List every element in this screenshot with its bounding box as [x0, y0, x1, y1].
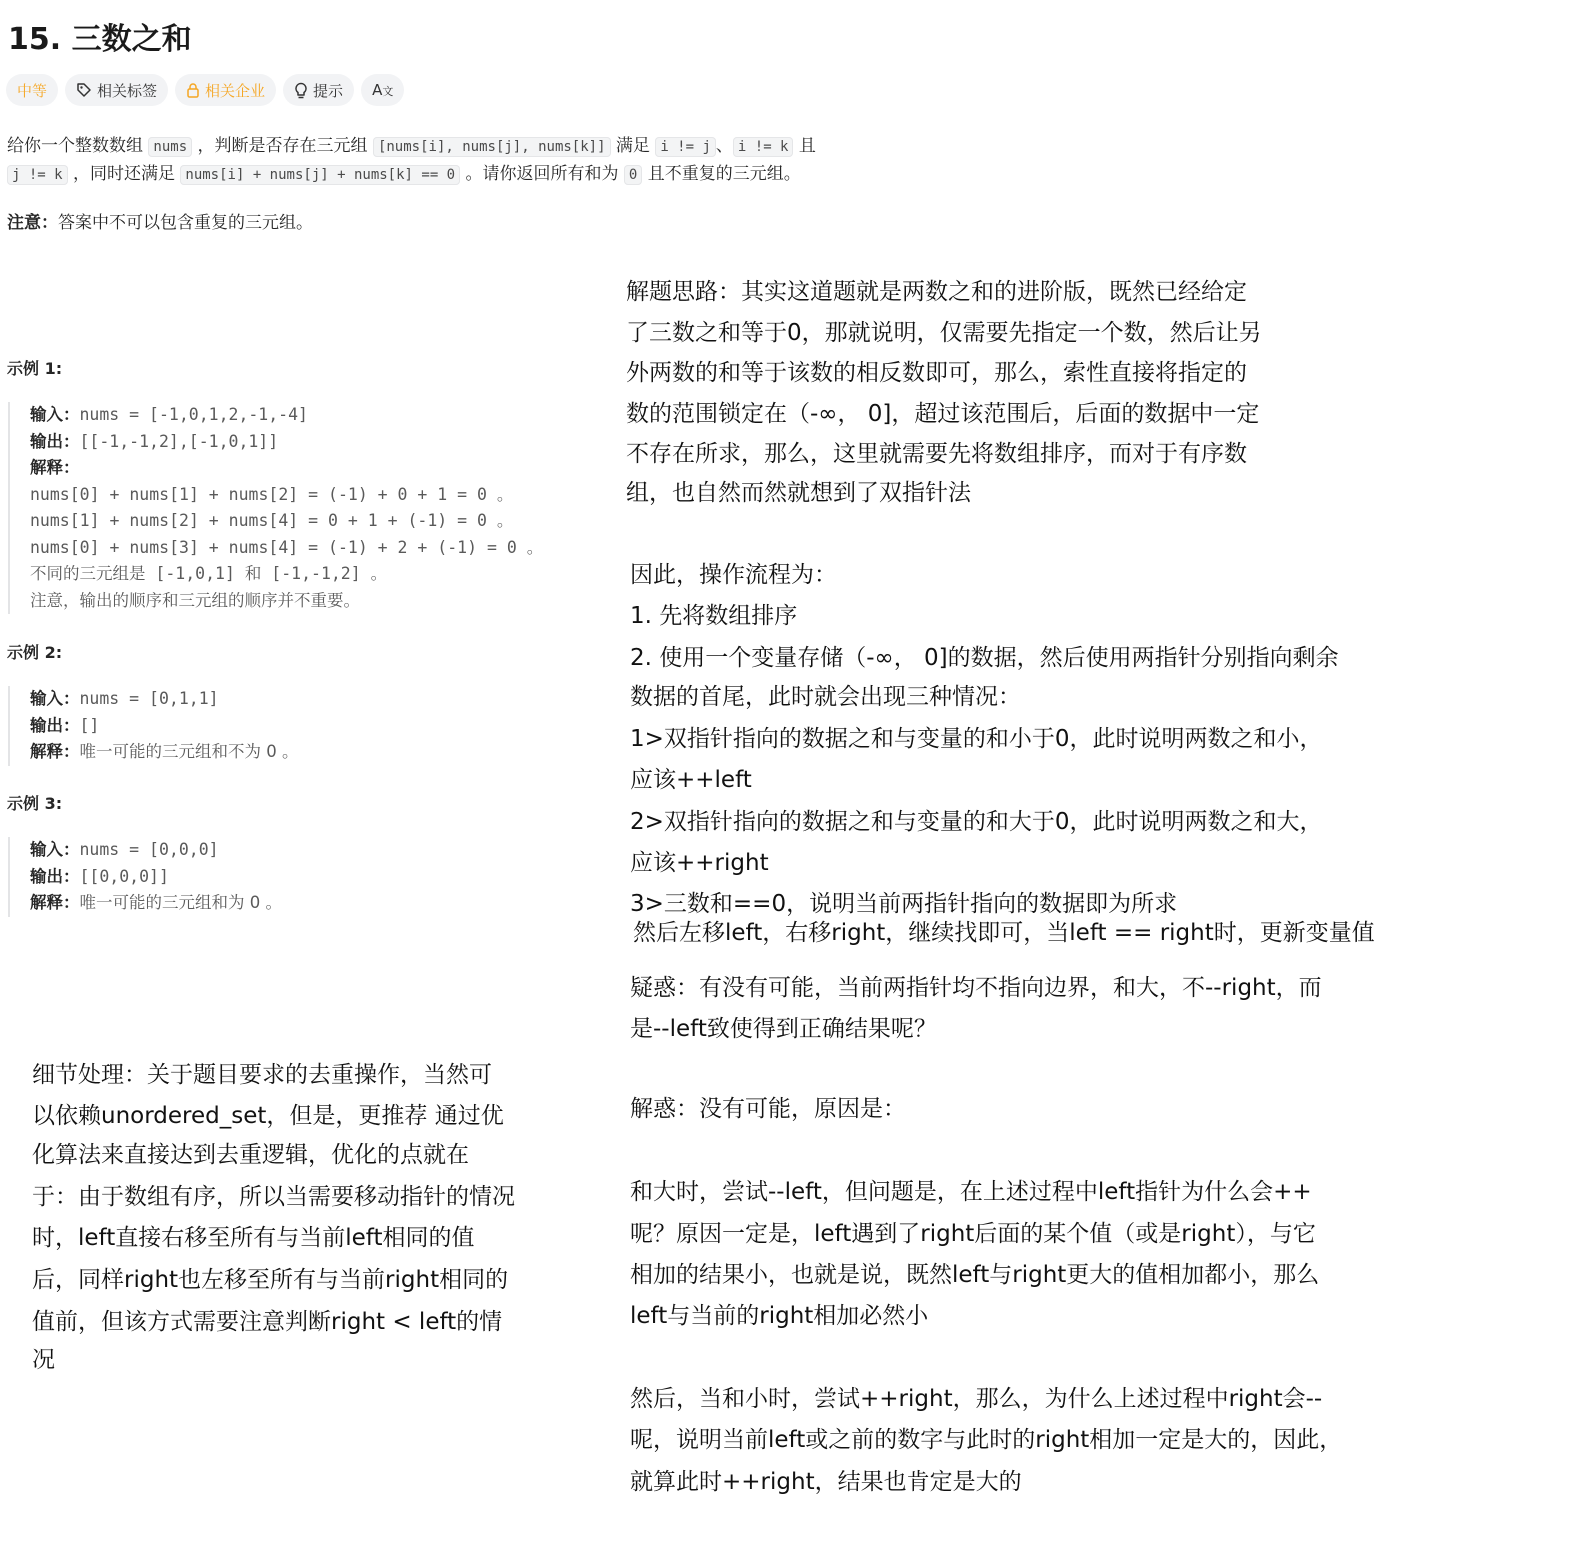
note-flow-line: 1>双指针指向的数据之和与变量的和小于0，此时说明两数之和小，: [630, 726, 1323, 752]
note-label: 注意：: [7, 213, 58, 233]
example-1-title: 示例 1:: [7, 359, 63, 378]
note-detail-line: 化算法来直接达到去重逻辑，优化的点就在: [32, 1142, 469, 1168]
note-big-line: 和大时，尝试--left，但问题是，在上述过程中left指针为什么会++: [630, 1179, 1312, 1205]
example-3-block: 输入：nums = [0,0,0] 输出：[[0,0,0]] 解释：唯一可能的三元组和为 0 。: [8, 837, 282, 917]
lightbulb-icon: [294, 82, 308, 99]
code-zero: 0: [624, 165, 642, 185]
note-text: 答案中不可以包含重复的三元组。: [58, 213, 313, 233]
note-big-line: 相加的结果小，也就是说，既然left与right更大的值相加都小，那么: [630, 1262, 1320, 1288]
note-flow-line: 数据的首尾，此时就会出现三种情况：: [630, 684, 1021, 710]
problem-description-line1: 给你一个整数数组 nums ，判断是否存在三元组 [nums[i], nums[j], nums[k]] 满足 i != j 、 i != k 且: [7, 136, 816, 156]
note-flow-line: 2>双指针指向的数据之和与变量的和大于0，此时说明两数之和大，: [630, 809, 1323, 835]
note-flow-line: 1. 先将数组排序: [630, 603, 798, 629]
code-j-ne-k: j != k: [7, 165, 68, 185]
note-flow-line: 因此，操作流程为：: [630, 562, 837, 588]
note-flow-line: 3>三数和==0，说明当前两指针指向的数据即为所求: [630, 891, 1178, 917]
note-small-line: 然后，当和小时，尝试++right，那么，为什么上述过程中right会--: [630, 1386, 1323, 1412]
problem-title: 15. 三数之和: [8, 22, 192, 57]
example-1-block: 输入：nums = [-1,0,1,2,-1,-4] 输出：[[-1,-1,2],[-1,0,1]] 解释： nums[0] + nums[1] + nums[2] = (-1) + 0 + 1 = 0 。 nums[1] + nums[2] + nums[4] = 0 + 1 + (-1) = 0 。 nums[0] + nums[3] + nums[4] = (-1) + 2 + (-1) = 0 。 不同的三元组是 [-1,0,1] 和 [-1,-1,2] 。 注意，输出的顺序和三元组的顺序并不重要。: [8, 402, 543, 614]
tag-icon: [76, 82, 92, 98]
code-i-ne-k: i != k: [733, 137, 794, 157]
code-nums: nums: [148, 137, 192, 157]
note-detail-line: 细节处理：关于题目要求的去重操作，当然可: [32, 1062, 492, 1088]
lock-icon: [186, 82, 200, 98]
note-detail-line: 值前，但该方式需要注意判断right < left的情: [32, 1309, 503, 1335]
hint-button[interactable]: [283, 74, 354, 106]
note-flow-line: 2. 使用一个变量存储（-∞， 0]的数据，然后使用两指针分别指向剩余: [630, 645, 1339, 671]
note-doubt-line: 疑惑：有没有可能，当前两指针均不指向边界，和大，不--right，而: [630, 975, 1322, 1001]
related-companies-label: 相关企业: [205, 81, 266, 100]
problem-description-line2: j != k ，同时还满足 nums[i] + nums[j] + nums[k] == 0 。请你返回所有和为 0 且不重复的三元组。: [7, 159, 801, 184]
tag-row: [6, 74, 404, 106]
note-big-line: left与当前的right相加必然小: [630, 1303, 929, 1329]
code-i-ne-j: i != j: [655, 137, 716, 157]
note-idea-line: 组，也自然而然就想到了双指针法: [626, 480, 971, 506]
note-detail-line: 后，同样right也左移至所有与当前right相同的: [32, 1267, 509, 1293]
translate-icon: A 文: [372, 81, 394, 99]
note-idea-line: 数的范围锁定在（-∞， 0]，超过该范围后，后面的数据中一定: [626, 401, 1260, 427]
note-flow-line: 应该++left: [630, 767, 752, 793]
related-companies-button[interactable]: [175, 74, 276, 106]
note-idea-line: 解题思路：其实这道题就是两数之和的进阶版，既然已经给定: [626, 279, 1247, 305]
note-doubt-line: 是--left致使得到正确结果呢？: [630, 1016, 937, 1042]
note-idea-line: 不存在所求，那么，这里就需要先将数组排序，而对于有序数: [626, 441, 1247, 467]
note-idea-line: 了三数之和等于0，那就说明，仅需要先指定一个数，然后让另: [626, 320, 1262, 346]
note-detail-line: 况: [32, 1347, 55, 1373]
hint-label: 提示: [313, 81, 344, 100]
difficulty-label: 中等: [17, 81, 48, 100]
difficulty-badge[interactable]: [6, 74, 58, 106]
note-small-line: 呢，说明当前left或之前的数字与此时的right相加一定是大的，因此，: [630, 1427, 1343, 1453]
note-idea-line: 外两数的和等于该数的相反数即可，那么，索性直接将指定的: [626, 360, 1247, 386]
note-detail-line: 于：由于数组有序，所以当需要移动指针的情况: [32, 1184, 515, 1210]
note-flow-last: 然后左移left，右移right，继续找即可，当left == right时，更新变量值: [633, 920, 1375, 946]
note-detail-line: 以依赖unordered_set，但是，更推荐 通过优: [32, 1103, 504, 1129]
translate-button[interactable]: [361, 74, 404, 106]
note-big-line: 呢？原因一定是，left遇到了right后面的某个值（或是right），与它: [630, 1221, 1316, 1247]
code-triplet: [nums[i], nums[j], nums[k]]: [373, 137, 611, 157]
note-resolve: 解惑：没有可能，原因是：: [630, 1096, 906, 1122]
code-sum-zero: nums[i] + nums[j] + nums[k] == 0: [180, 165, 460, 185]
problem-note: [7, 208, 313, 233]
example-2-title: 示例 2:: [7, 643, 63, 662]
example-3-title: 示例 3:: [7, 794, 63, 813]
example-2-block: 输入：nums = [0,1,1] 输出：[] 解释：唯一可能的三元组和不为 0 。: [8, 686, 299, 766]
related-tags-button[interactable]: [65, 74, 168, 106]
related-tags-label: 相关标签: [97, 81, 158, 100]
note-flow-line: 应该++right: [630, 850, 769, 876]
note-detail-line: 时，left直接右移至所有与当前left相同的值: [32, 1225, 475, 1251]
note-small-line: 就算此时++right，结果也肯定是大的: [630, 1469, 1022, 1495]
